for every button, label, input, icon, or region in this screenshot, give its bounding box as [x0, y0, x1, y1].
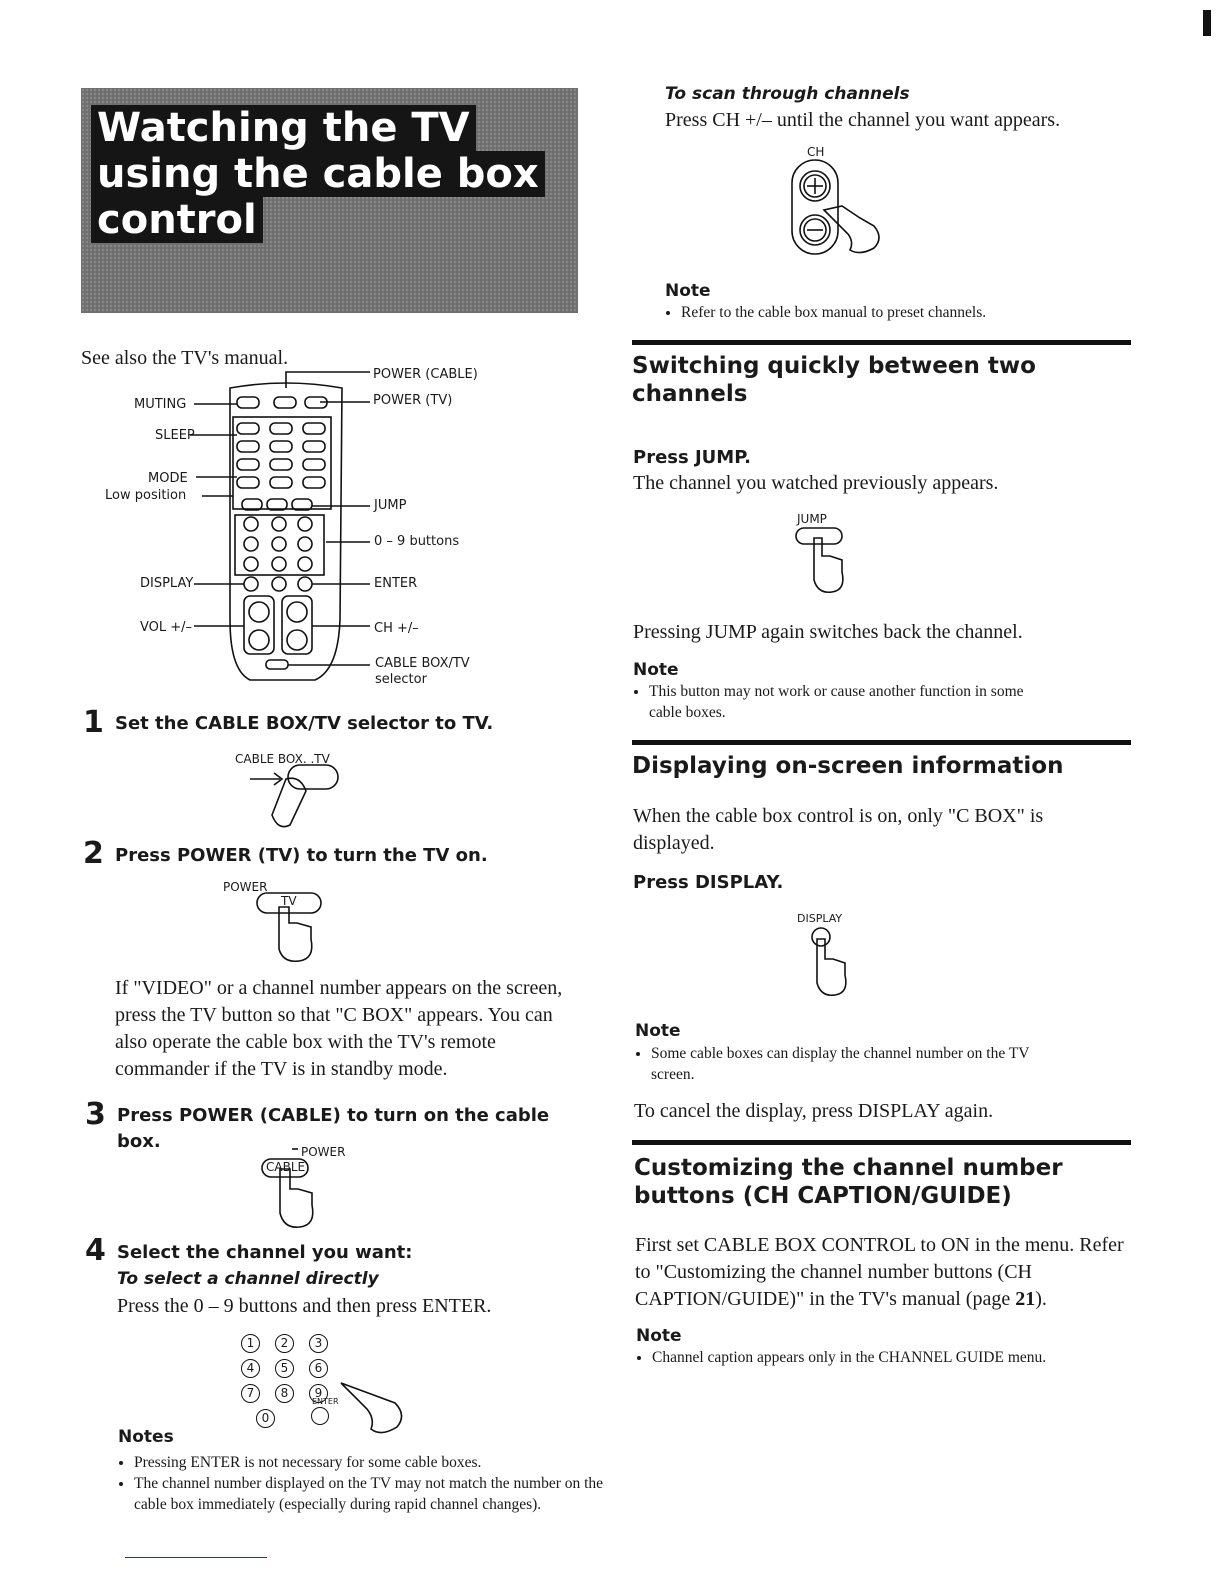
note3-title: Note: [635, 1021, 681, 1041]
step-2-illus-button: TV: [281, 894, 297, 908]
keypad-key-3: 3: [309, 1334, 328, 1353]
page-edge-mark: [1203, 10, 1211, 36]
step-1-illus-label: CABLE BOX. .TV: [235, 752, 330, 766]
keypad-enter-label: ENTER: [312, 1397, 339, 1406]
displaying-body: When the cable box control is on, only "C BOX" is displayed.: [633, 805, 1044, 854]
section-rule: [632, 740, 1131, 745]
jump-button-illustration: [790, 528, 860, 598]
label-cable-box-tv: CABLE BOX/TV: [375, 656, 470, 671]
label-vol: VOL +/–: [140, 620, 193, 635]
keypad-finger-icon: [341, 1379, 411, 1439]
step-2-number: 2: [83, 836, 104, 871]
switching-after: Pressing JUMP again switches back the channel.: [633, 621, 1023, 643]
step-3-text-line2: box.: [117, 1131, 161, 1152]
left-notes-list: [116, 1452, 604, 1515]
title-line-2: using the cable box: [91, 151, 545, 197]
step-2-paragraph: If "VIDEO" or a channel number appears on the screen, press the TV button so that "C BOX" appears. You can also operate the cable box with the TV's remote commander if the TV is in standby mode.: [115, 977, 563, 1080]
keypad-key-0: 0: [256, 1409, 275, 1428]
keypad-key-5: 5: [275, 1359, 294, 1378]
press-jump-text: Press JUMP.: [633, 447, 751, 468]
customizing-page-ref: 21: [1015, 1288, 1036, 1310]
cancel-display-text: To cancel the display, press DISPLAY again.: [634, 1100, 994, 1122]
section-rule: [632, 340, 1131, 345]
note1-item: • Refer to the cable box manual to preset channels.: [681, 302, 1151, 323]
label-ch: CH +/–: [374, 621, 419, 636]
switching-heading-line1: Switching quickly between two: [632, 353, 1036, 379]
selector-switch-illustration: [250, 765, 350, 835]
note2-list: [631, 681, 1139, 723]
left-note-item: • Pressing ENTER is not necessary for some cable boxes.: [134, 1452, 604, 1473]
customizing-heading-line2: buttons (CH CAPTION/GUIDE): [634, 1183, 1012, 1209]
title-line-3: control: [91, 197, 263, 243]
left-notes-title: Notes: [118, 1427, 174, 1447]
step-2-text: Press POWER (TV) to turn the TV on.: [115, 845, 488, 866]
customizing-body-end: ).: [1035, 1288, 1047, 1310]
left-note-item: • The channel number displayed on the TV may not match the number on the cable box immediately (especially during rapid channel changes).: [134, 1473, 604, 1515]
step-3-number: 3: [85, 1097, 106, 1132]
keypad-key-9: 9: [309, 1384, 328, 1403]
note3-line2: screen.: [651, 1066, 695, 1083]
footer-rule: [125, 1557, 267, 1558]
label-jump: JUMP: [374, 498, 407, 513]
switching-body: The channel you watched previously appears.: [633, 472, 999, 494]
label-selector: selector: [375, 672, 427, 687]
step-3-illus-label: POWER: [301, 1145, 346, 1159]
step-3-text-line1: Press POWER (CABLE) to turn on the cable: [117, 1105, 550, 1126]
note1-title: Note: [665, 281, 711, 301]
step-1-text: Set the CABLE BOX/TV selector to TV.: [115, 713, 494, 734]
note2-title: Note: [633, 660, 679, 680]
label-enter: ENTER: [374, 576, 418, 591]
note2-line1: This button may not work or cause another function in some: [649, 683, 1024, 700]
step-4-text: Select the channel you want:: [117, 1242, 413, 1263]
section-rule: [632, 1140, 1131, 1145]
press-display-text: Press DISPLAY.: [633, 872, 784, 893]
see-also-text: See also the TV's manual.: [81, 347, 289, 369]
customizing-body: [635, 1232, 1130, 1313]
step-1-number: 1: [83, 705, 104, 740]
step-4-body: Press the 0 – 9 buttons and then press ENTER.: [117, 1295, 492, 1317]
note1-list: [663, 302, 1151, 323]
keypad-illustration: [241, 1334, 401, 1444]
keypad-key-6: 6: [309, 1359, 328, 1378]
keypad-key-1: 1: [241, 1334, 260, 1353]
display-illus-label: DISPLAY: [797, 912, 843, 925]
keypad-key-2: 2: [275, 1334, 294, 1353]
keypad-key-8: 8: [275, 1384, 294, 1403]
label-low-position: Low position: [105, 488, 187, 503]
switching-heading-line2: channels: [632, 381, 748, 407]
display-button-illustration: [805, 927, 865, 999]
step-3-illus-button: CABLE: [266, 1160, 306, 1174]
step-2-illus-label: POWER: [223, 880, 268, 894]
ch-illus-label: CH: [807, 145, 825, 159]
keypad-key-7: 7: [241, 1384, 260, 1403]
label-display: DISPLAY: [140, 576, 194, 591]
note4-item: • Channel caption appears only in the CHANNEL GUIDE menu.: [652, 1347, 1147, 1368]
label-power-tv: POWER (TV): [373, 393, 453, 408]
note3-list: [633, 1043, 1141, 1085]
note4-title: Note: [636, 1326, 682, 1346]
note4-list: [634, 1347, 1147, 1368]
label-muting: MUTING: [134, 397, 187, 412]
label-sleep: SLEEP: [155, 428, 195, 443]
scan-body: Press CH +/– until the channel you want appears.: [665, 109, 1061, 131]
jump-illus-label: JUMP: [797, 512, 827, 526]
title-line-1: Watching the TV: [91, 105, 476, 151]
displaying-heading: Displaying on-screen information: [632, 753, 1064, 779]
customizing-heading-line1: Customizing the channel number: [634, 1155, 1063, 1181]
note2-line2: cable boxes.: [649, 704, 726, 721]
note3-item: [651, 1043, 1141, 1085]
step-4-number: 4: [85, 1233, 106, 1268]
keypad-key-4: 4: [241, 1359, 260, 1378]
title-banner: [81, 88, 578, 313]
step-4-subheading: To select a channel directly: [117, 1269, 379, 1289]
label-0-9-buttons: 0 – 9 buttons: [374, 534, 460, 549]
note2-item: [649, 681, 1139, 723]
scan-heading: To scan through channels: [665, 84, 910, 104]
customizing-body-text: First set CABLE BOX CONTROL to ON in the menu. Refer to "Customizing the channel number buttons (CH CAPTION/GUIDE)" in the TV's manual (page: [635, 1234, 1124, 1310]
ch-button-illustration: [790, 160, 890, 260]
note3-line1: Some cable boxes can display the channel number on the TV: [651, 1045, 1030, 1062]
label-power-cable: POWER (CABLE): [373, 367, 478, 382]
keypad-enter-key: [311, 1407, 329, 1425]
label-mode: MODE: [148, 471, 188, 486]
